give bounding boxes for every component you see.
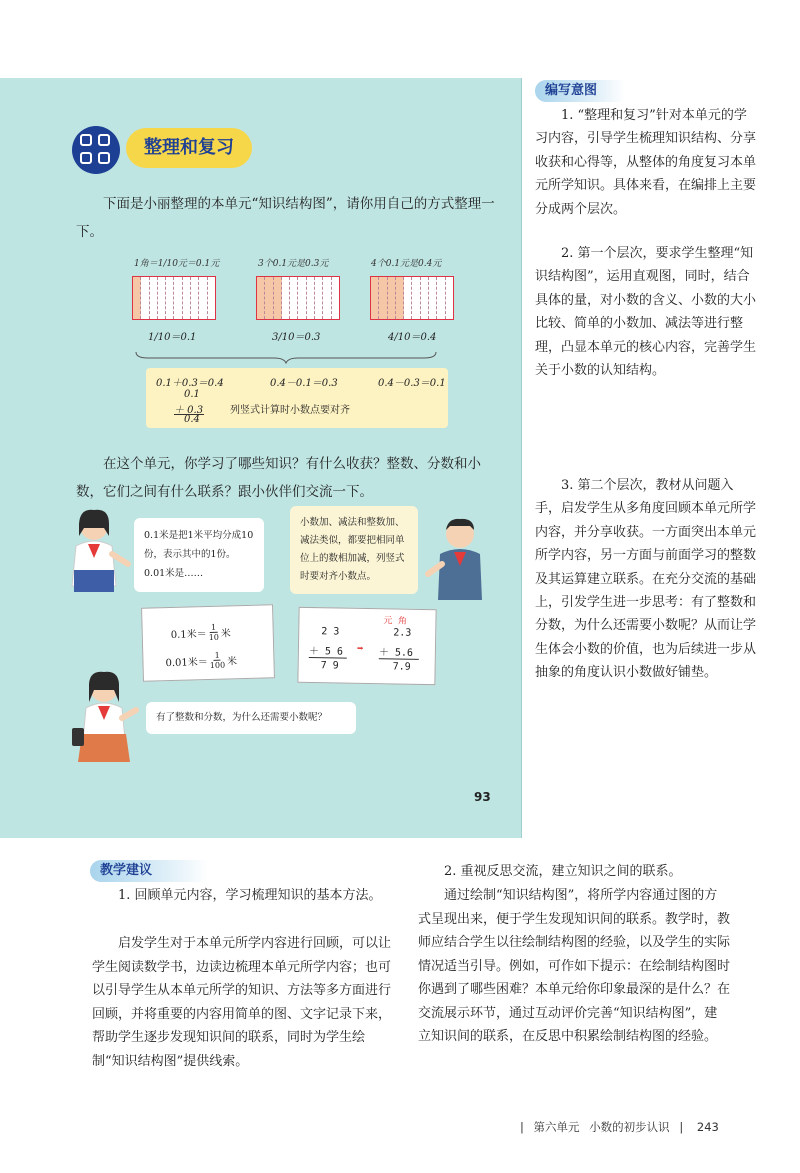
int-row-3: 7 9 [320,660,339,672]
grid-cell [257,277,265,319]
card-header: 元 角 [383,616,407,627]
grid-cell [265,277,273,319]
card-unit-1: 米 [220,628,232,640]
suggestion-paragraph-2: 通过绘制“知识结构图”，将所学内容通过图的方式呈现出来，便于学生发现知识间的联系。教学时，教师应结合学生以往绘制结构图的经验，以及学生的实际情况适当引导。例如，可作如下提示：在绘制结构图时你遇到了哪些困难？本单元给你印象最深的是什么？在交流展示环节，通过互动评价完善“知识结构图”，建立知识间的联系，在反思中积累绘制结构图的经验。 [418,888,731,1044]
grid-cell [208,277,215,319]
speech-bubble-bottom: 有了整数和分数，为什么还需要小数呢？ [146,702,356,734]
dec-row-3: 7.9 [392,661,411,673]
addition-comparison-card [297,607,436,685]
grid-cell [158,277,166,319]
card-unit-2: 米 [226,656,238,668]
page-footer: | 第六单元 小数的初步认识 | 243 [520,1120,719,1134]
footer-unit: 第六单元 [533,1120,580,1134]
fraction-eq-1: 1/10＝0.1 [148,332,197,343]
grid-cell [446,277,453,319]
footer-title: 小数的初步认识 [589,1120,670,1134]
vertical-note: 列竖式计算时小数点要对齐 [230,405,350,416]
card-num-2: 1 [214,650,220,660]
grid-cell [315,277,323,319]
speech-bubble-left: 0.1米是把1米平均分成10份，表示其中的1份。0.01米是…… [134,518,264,592]
suggestion-paragraph-1: 启发学生对于本单元所学内容进行回顾，可以让学生阅读数学书，边读边梳理本单元所学内容；也可以引导学生从本单元所学的知识、方法等多方面进行回顾，并将重要的内容用简单的图、文字记录下来，帮助学生逐步发现知识间的联系，同时为学生绘制“知识结构图”提供线索。 [92,936,392,1069]
fraction-conversion-card [141,604,275,681]
card-num-1: 1 [210,622,217,632]
grid-cell [323,277,331,319]
teaching-suggestion-label: 教学建议 [90,860,208,882]
grid-cell [290,277,298,319]
grid-cell [133,277,141,319]
grid-four-tenths [370,276,454,320]
grid-cell [404,277,412,319]
grid-cell [282,277,290,319]
girl-character-bottom [70,666,140,770]
calc-add: 0.1＋0.3＝0.4 [156,378,224,389]
suggestion-heading-2: 2. 重视反思交流，建立知识之间的联系。 [444,864,682,879]
boy-character-right [424,514,494,600]
grid-cell [274,277,282,319]
vertical-top: 0.1 [184,389,200,400]
calc-sub-2: 0.4－0.3＝0.1 [378,378,446,389]
grid-cell [191,277,199,319]
grid-cell [412,277,420,319]
int-row-2: ＋ 5 6 [308,645,344,658]
design-intent-p2: 2. 第一个层次，要求学生整理“知识结构图”，运用直观图，同时，结合具体的量，对小数的含义、小数的大小比较、简单的小数加、减法等进行整理，凸显本单元的核心内容，完善学生关于小数的认知结构。 [535,246,757,379]
grid-cell [396,277,404,319]
textbook-page-number: 93 [474,790,491,804]
grid-cell [199,277,207,319]
diagram-label-1: 1角＝1/10元＝0.1元 [134,259,220,269]
diagram-label-3: 4个0.1元是0.4元 [371,259,442,269]
grid-cell [437,277,445,319]
section-title: 整理和复习 [126,128,252,168]
suggestion-heading-1: 1. 回顾单元内容，学习梳理知识的基本方法。 [118,888,382,903]
vertical-mid: ＋ 0.3 [174,405,204,416]
fraction-eq-3: 4/10＝0.4 [388,332,437,343]
card-eq-1: 0.1米＝ [170,629,207,641]
review-unit-icon [72,126,120,174]
grid-cell [307,277,315,319]
grid-cell [183,277,191,319]
fraction-eq-2: 3/10＝0.3 [272,332,321,343]
speech-bubble-right: 小数加、减法和整数加、减法类似，都要把相同单位上的数相加减，列竖式时要对齐小数点。 [290,506,418,594]
girl-character-left [62,506,132,598]
card-eq-2: 0.01米＝ [165,657,208,670]
design-intent-p3: 3. 第二个层次，教材从问题入手，启发学生从多角度回顾本单元所学内容，并分享收获。一方面突出本单元所学内容，另一方面与前面学习的整数及其运算建立联系。在充分交流的基础上，引发学生进一步思考：有了整数和分数，为什么还需要小数呢？从而让学生体会小数的价值，也为后续进一步从抽象的角度认识小数做好铺垫。 [535,478,757,681]
grid-cell [379,277,387,319]
grid-cell [371,277,379,319]
intro-paragraph: 下面是小丽整理的本单元“知识结构图”，请你用自己的方式整理一下。 [76,196,495,240]
calculation-box [146,368,448,428]
diagram-brace [134,350,438,364]
grid-cell [150,277,158,319]
arrow-icon: ➡ [356,641,364,655]
diagram-label-2: 3个0.1元是0.3元 [258,259,329,269]
design-intent-p1: 1. “整理和复习”针对本单元的学习内容，引导学生梳理知识结构、分享收获和心得等，从整体的角度复习本单元所学知识。具体来看，在编排上主要分成两个层次。 [535,108,757,217]
design-intent-label: 编写意图 [535,80,625,102]
grid-cell [298,277,306,319]
grid-cell [421,277,429,319]
calc-sub-1: 0.4－0.1＝0.3 [270,378,338,389]
card-den-2: 100 [209,660,226,670]
grid-cell [332,277,339,319]
int-row-1: 2 3 [321,626,340,638]
question-paragraph: 在这个单元，你学习了哪些知识？有什么收获？整数、分数和小数，它们之间有什么联系？跟小伙伴们交流一下。 [76,456,481,500]
grid-cell [141,277,149,319]
textbook-page [0,78,522,838]
dec-row-1: 2.3 [393,627,412,639]
vertical-result: 0.4 [184,414,200,425]
grid-cell [388,277,396,319]
card-den-1: 10 [208,632,220,642]
footer-page-number: 243 [696,1120,719,1134]
grid-cell [429,277,437,319]
dec-row-2: ＋ 5.6 [378,647,414,659]
grid-three-tenths [256,276,340,320]
grid-one-tenth [132,276,216,320]
grid-cell [174,277,182,319]
grid-cell [166,277,174,319]
